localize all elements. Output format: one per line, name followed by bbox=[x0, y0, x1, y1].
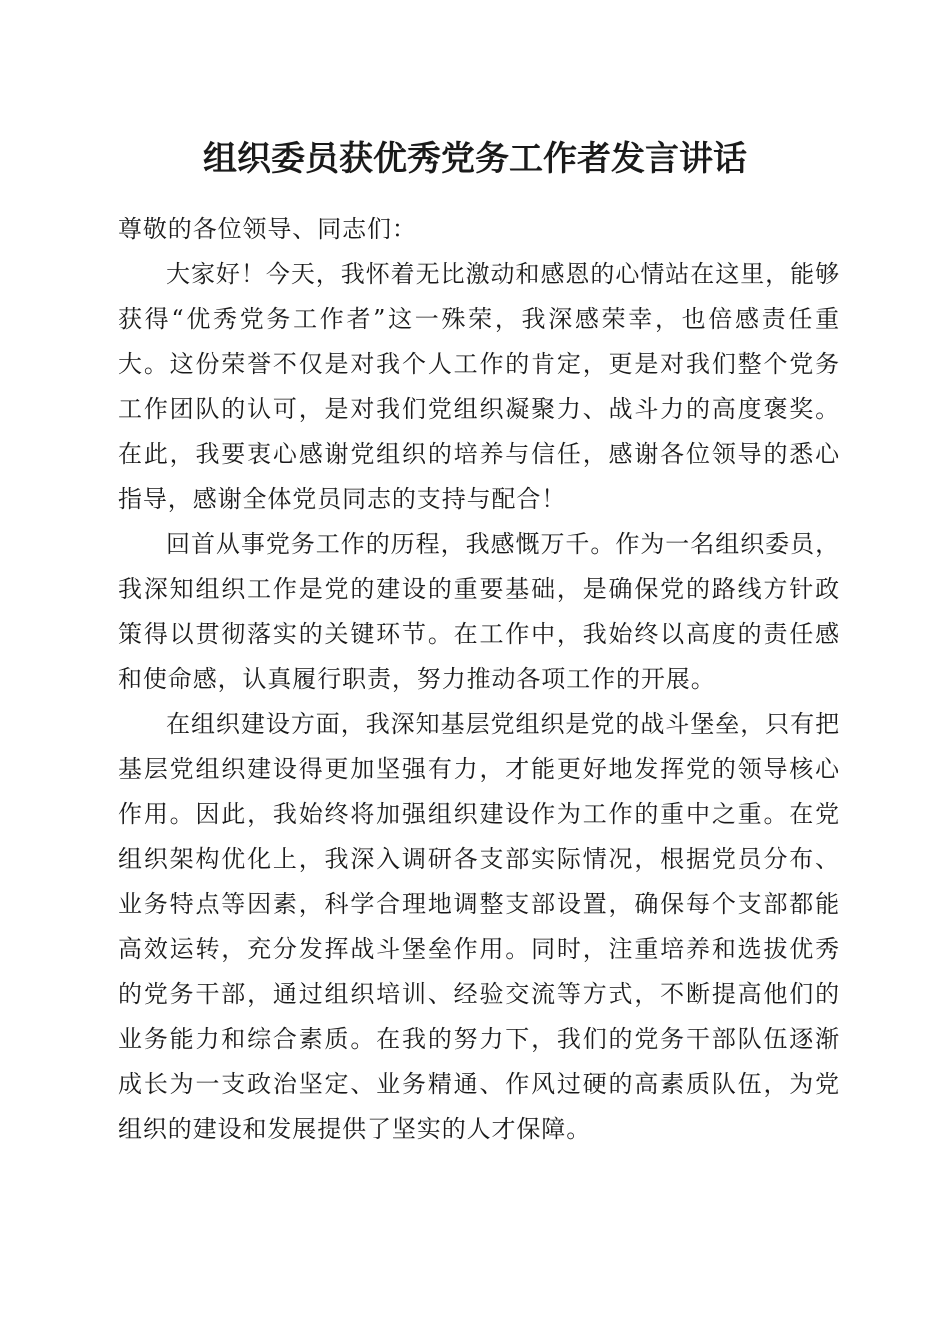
paragraph-gratitude: 大家好！今天，我怀着无比激动和感恩的心情站在这里，能够获得“优秀党务工作者”这一殊荣，我深感荣幸，也倍感责任重大。这份荣誉不仅是对我个人工作的肯定，更是对我们整个党务工作团队的认可，是对我们党组织凝聚力、战斗力的高度褒奖。在此，我要衷心感谢党组织的培养与信任，感谢各位领导的悉心指导，感谢全体党员同志的支持与配合！ bbox=[118, 260, 840, 513]
document-body bbox=[118, 207, 840, 1152]
paragraph-work-review: 回首从事党务工作的历程，我感慨万千。作为一名组织委员，我深知组织工作是党的建设的重要基础，是确保党的路线方针政策得以贯彻落实的关键环节。在工作中，我始终以高度的责任感和使命感，认真履行职责，努力推动各项工作的开展。 bbox=[118, 530, 840, 693]
salutation: 尊敬的各位领导、同志们： bbox=[118, 215, 417, 243]
document-title: 组织委员获优秀党务工作者发言讲话 bbox=[203, 139, 747, 179]
paragraph-organization-building: 在组织建设方面，我深知基层党组织是党的战斗堡垒，只有把基层党组织建设得更加坚强有力，才能更好地发挥党的领导核心作用。因此，我始终将加强组织建设作为工作的重中之重。在党组织架构优化上，我深入调研各支部实际情况，根据党员分布、业务特点等因素，科学合理地调整支部设置，确保每个支部都能高效运转，充分发挥战斗堡垒作用。同时，注重培养和选拔优秀的党务干部，通过组织培训、经验交流等方式，不断提高他们的业务能力和综合素质。在我的努力下，我们的党务干部队伍逐渐成长为一支政治坚定、业务精通、作风过硬的高素质队伍，为党组织的建设和发展提供了坚实的人才保障。 bbox=[118, 710, 840, 1143]
